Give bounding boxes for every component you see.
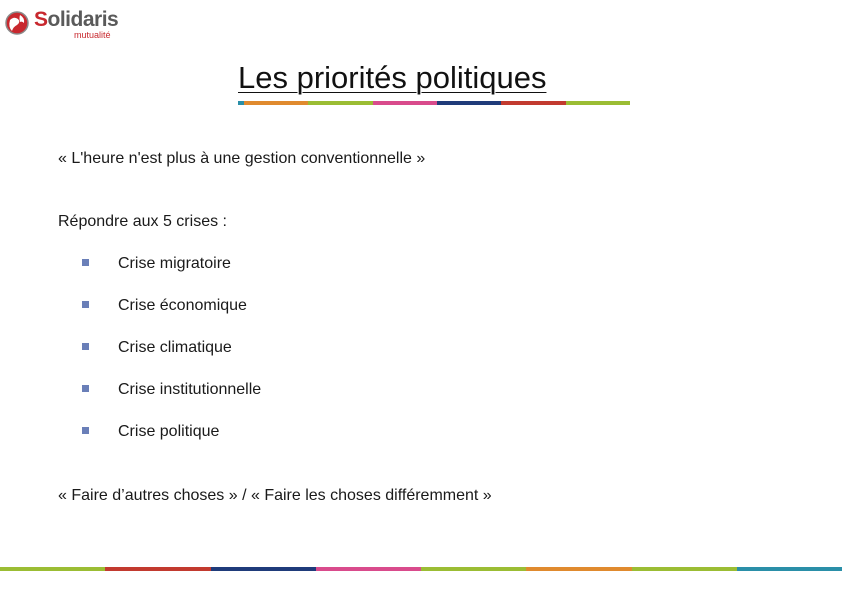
- stripe-segment: [632, 567, 737, 571]
- stripe-segment: [244, 101, 308, 105]
- stripe-segment: [526, 567, 631, 571]
- list-item-label: Crise institutionnelle: [118, 381, 262, 398]
- list-item-label: Crise climatique: [118, 339, 232, 356]
- logo-wordmark: Solidaris: [34, 8, 119, 31]
- logo-subtitle: mutualité: [74, 30, 111, 40]
- stripe-segment: [501, 101, 565, 105]
- solidaris-logo: [4, 8, 124, 42]
- square-bullet-icon: [82, 259, 89, 266]
- quote-text: « L'heure n'est plus à une gestion conventionnelle »: [58, 150, 426, 167]
- stripe-segment: [373, 101, 437, 105]
- stripe-segment: [0, 567, 105, 571]
- closing-text: « Faire d’autres choses » / « Faire les choses différemment »: [58, 487, 492, 504]
- square-bullet-icon: [82, 301, 89, 308]
- square-bullet-icon: [82, 385, 89, 392]
- list-item-label: Crise économique: [118, 297, 247, 314]
- list-item-label: Crise migratoire: [118, 255, 231, 272]
- stripe-segment: [105, 567, 210, 571]
- globe-logo-icon: [4, 10, 30, 36]
- square-bullet-icon: [82, 427, 89, 434]
- stripe-segment: [308, 101, 372, 105]
- stripe-segment: [211, 567, 316, 571]
- stripe-segment: [421, 567, 526, 571]
- list-item-label: Crise politique: [118, 423, 220, 440]
- intro-text: Répondre aux 5 crises :: [58, 213, 227, 230]
- page-title: Les priorités politiques: [238, 60, 547, 95]
- square-bullet-icon: [82, 343, 89, 350]
- stripe-segment: [316, 567, 421, 571]
- stripe-segment: [437, 101, 501, 105]
- stripe-segment: [566, 101, 630, 105]
- footer-color-stripe: [0, 567, 842, 571]
- title-color-stripe: [238, 101, 630, 105]
- stripe-segment: [737, 567, 842, 571]
